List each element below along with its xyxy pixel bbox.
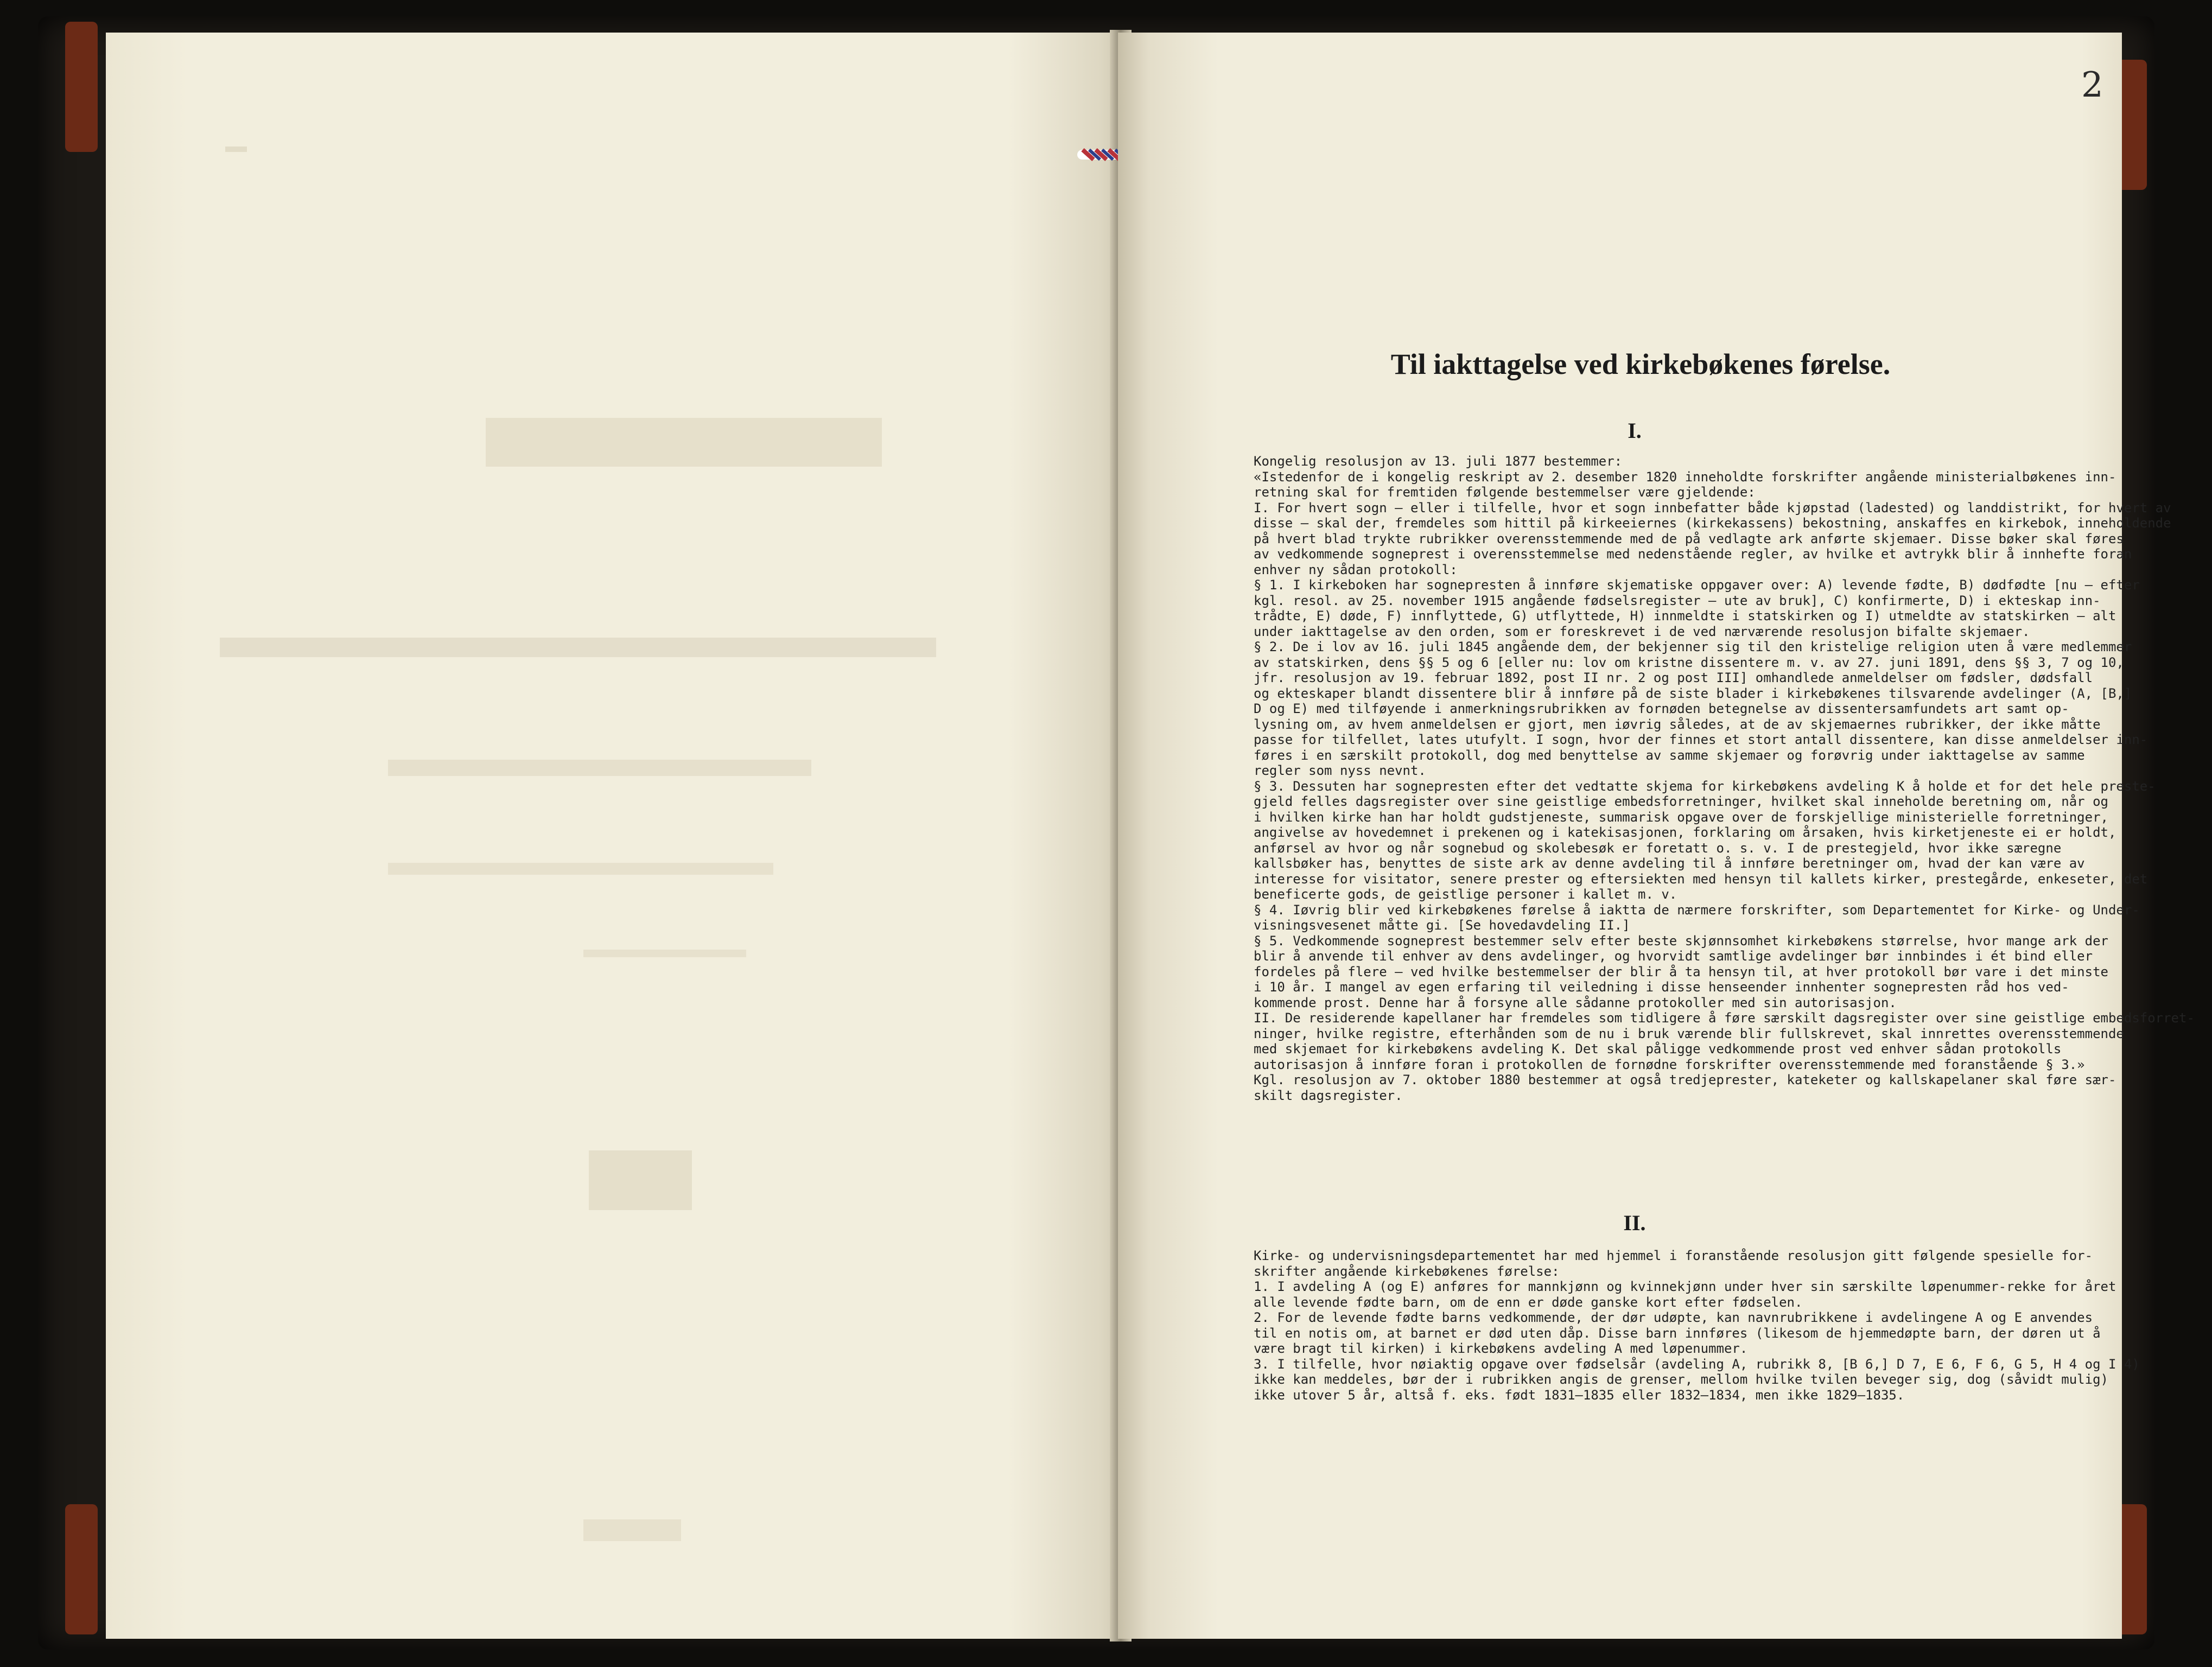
text-line: ikke utover 5 år, altså f. eks. født 1831—1835 eller 1832—1834, men ikke 1829—1835.	[1254, 1387, 1905, 1403]
text-line: § 5. Vedkommende sogneprest bestemmer selv efter beste skjønnsomhet kirkebøkens størrelse, hvor mange ark der	[1254, 933, 2108, 949]
text-line: Kirke- og undervisningsdepartementet har med hjemmel i foranstående resolusjon gitt følgende spesielle for-	[1254, 1248, 2093, 1263]
text-line: § 4. Iøvrig blir ved kirkebøkenes førelse å iaktta de nærmere forskrifter, som Departementet for Kirke- og Under-	[1254, 902, 2140, 918]
text-line: disse — skal der, fremdeles som hittil på kirkeeiernes (kirkekassens) bekostning, anskaffes en kirkebok, inneholdende	[1254, 516, 2171, 531]
text-line: i 10 år. I mangel av egen erfaring til veiledning i disse henseender innhenter sognepresten råd hos ved-	[1254, 979, 2069, 995]
show-through-line	[388, 760, 811, 776]
section-1-text	[1254, 454, 2195, 1103]
text-line: under iakttagelse av den orden, som er foreskrevet i de ved nærværende resolusjon bifalte skjemaer.	[1254, 623, 2030, 639]
text-line: 2. For de levende fødte barns vedkommende, der dør udøpte, kan navnrubrikkene i avdelingene A og E anvendes	[1254, 1310, 2093, 1325]
show-through-line	[583, 950, 746, 957]
text-line: av vedkommende sogneprest i overensstemmelse med nedenstående regler, av hvilke et avtrykk blir å innhefte foran	[1254, 546, 2132, 562]
text-line: enhver ny sådan protokoll:	[1254, 562, 1458, 577]
text-line: føres i en særskilt protokoll, dog med benyttelse av samme skjemaer og forøvrig under iakttagelse av samme	[1254, 747, 2085, 763]
text-line: lysning om, av hvem anmeldelsen er gjort, men iøvrig således, at de av skjemaernes rubrikker, der ikke måtte	[1254, 716, 2101, 732]
section-numeral-1: I.	[1628, 418, 1642, 443]
text-line: fordeles på flere — ved hvilke bestemmelser der blir å ta hensyn til, at hver protokoll bør vare i det minste	[1254, 964, 2108, 979]
text-line: være bragt til kirken) i kirkebøkens avdeling A med løpenummer.	[1254, 1341, 1748, 1356]
section-numeral-2: II.	[1623, 1211, 1646, 1235]
text-line: kommende prost. Denne har å forsyne alle sådanne protokoller med sin autorisasjon.	[1254, 995, 1897, 1010]
show-through-title	[486, 418, 882, 467]
text-line: Kongelig resolusjon av 13. juli 1877 bestemmer:	[1254, 454, 1623, 469]
text-line: retning skal for fremtiden følgende bestemmelser være gjeldende:	[1254, 485, 1756, 500]
text-line: skilt dagsregister.	[1254, 1087, 1403, 1103]
show-through-line	[583, 1519, 681, 1541]
text-line: blir å anvende til enhver av dens avdelinger, og hvorvidt samtlige avdelinger bør innbindes i ét bind eller	[1254, 949, 2093, 964]
text-line: alle levende fødte barn, om de enn er døde ganske kort efter fødselen.	[1254, 1294, 1803, 1310]
text-line: ikke kan meddeles, bør der i rubrikken angis de grenser, mellom hvilke tvilen beveger sig, dog (såvidt mulig)	[1254, 1372, 2108, 1387]
text-line: § 2. De i lov av 16. juli 1845 angående dem, der bekjenner sig til den kristelige religion uten å være medlemmer	[1254, 639, 2132, 654]
text-line: § 3. Dessuten har sognepresten efter det vedtatte skjema for kirkebøkens avdeling K å holde et for det hele preste-	[1254, 778, 2156, 794]
text-line: gjeld felles dagsregister over sine geistlige embedsforretninger, hvilket skal inneholde beretning om, når og	[1254, 794, 2108, 809]
text-line: interesse for visitator, senere prester og eftersiekten med hensyn til kallets kirker, prestegårde, enkeseter, det	[1254, 871, 2148, 887]
text-line: passe for tilfellet, lates utufylt. I sogn, hvor der finnes et stort antall dissentere, kan disse anmeldelser inn-	[1254, 732, 2148, 747]
text-line: med skjemaet for kirkebøkens avdeling K. Det skal påligge vedkommende prost ved enhver sådan protokolls	[1254, 1041, 2062, 1057]
page-number: 2	[2081, 65, 2103, 105]
text-line: «Istedenfor de i kongelig reskript av 2. desember 1820 inneholdte forskrifter angående ministerialbøkenes inn-	[1254, 469, 2116, 485]
text-line: § 1. I kirkeboken har sognepresten å innføre skjematiske oppgaver over: A) levende fødte, B) dødfødte [nu — efter	[1254, 577, 2140, 593]
page-title: Til iakttagelse ved kirkebøkenes førelse.	[1390, 348, 1891, 380]
text-line: regler som nyss nevnt.	[1254, 763, 1426, 778]
text-line: Kgl. resolusjon av 7. oktober 1880 bestemmer at også tredjeprester, kateketer og kallskapelaner skal føre sær-	[1254, 1072, 2116, 1087]
text-line: trådte, E) døde, F) innflyttede, G) utflyttede, H) innmeldte i statskirken og I) utmeldte av statskirken — alt	[1254, 608, 2116, 623]
text-line: til en notis om, at barnet er død uten dåp. Disse barn innføres (likesom de hjemmedøpte barn, der døren ut å	[1254, 1325, 2101, 1341]
text-line: ninger, hvilke registre, efterhånden som de nu i bruk værende blir fullskrevet, skal innrettes overensstemmende	[1254, 1026, 2124, 1041]
show-through-line	[388, 863, 773, 875]
show-through-line	[220, 638, 936, 657]
text-line: visningsvesenet måtte gi. [Se hovedavdeling II.]	[1254, 918, 1630, 933]
text-line: anførsel av hvor og når sognebud og skolebesøk er foretatt o. s. v. I de prestegjeld, hvor ikke særegne	[1254, 840, 2062, 856]
text-line: I. For hvert sogn — eller i tilfelle, hvor et sogn innbefatter både kjøpstad (ladested) og landdistrikt, for hvert av	[1254, 500, 2171, 516]
text-line: beneficerte gods, de geistlige personer i kallet m. v.	[1254, 887, 1677, 902]
text-line: på hvert blad trykte rubrikker overensstemmende med de på vedlagte ark anførte skjemaer. Disse bøker skal føres	[1254, 531, 2124, 546]
left-page	[106, 33, 1132, 1639]
text-line: i hvilken kirke han har holdt gudstjeneste, summarisk opgave over de forskjellige ministerielle forretninger,	[1254, 809, 2108, 825]
cover-corner-bottom-left	[65, 1504, 98, 1634]
text-line: jfr. resolusjon av 19. februar 1892, post II nr. 2 og post III] omhandlede anmeldelser om fødsler, dødsfall	[1254, 670, 2093, 685]
show-through-mark	[225, 147, 247, 152]
text-line: 3. I tilfelle, hvor nøiaktig opgave over fødselsår (avdeling A, rubrikk 8, [B 6,] D 7, E 6, F 6, G 5, H 4 og I 4)	[1254, 1356, 2140, 1372]
text-line: autorisasjon å innføre foran i protokollen de fornødne forskrifter overensstemmende med foranstående § 3.»	[1254, 1057, 2085, 1072]
text-line: og ekteskaper blandt dissentere blir å innføre på de siste blader i kirkebøkenes tilsvarende avdelinger (A, [B,]	[1254, 685, 2132, 701]
text-line: 1. I avdeling A (og E) anføres for mannkjønn og kvinnekjønn under hver sin særskilte løpenummer-rekke for året	[1254, 1279, 2116, 1294]
text-line: II. De residerende kapellaner har fremdeles som tidligere å føre særskilt dagsregister over sine geistlige embedsforret-	[1254, 1010, 2195, 1026]
text-line: angivelse av hovedemnet i prekenen og i katekisasjonen, forklaring om årsaken, hvis kirketjeneste ei er holdt,	[1254, 825, 2116, 840]
text-line: kallsbøker has, benyttes de siste ark av denne avdeling til å innføre beretninger om, hvad der kan være av	[1254, 856, 2085, 871]
text-line: D og E) med tilføyende i anmerkningsrubrikken av fornøden betegnelse av dissentersamfundets art samt op-	[1254, 701, 2069, 716]
show-through-emblem	[589, 1150, 692, 1210]
text-line: skrifter angående kirkebøkenes førelse:	[1254, 1263, 1560, 1279]
cover-corner-top-left	[65, 22, 98, 152]
text-line: av statskirken, dens §§ 5 og 6 [eller nu: lov om kristne dissentere m. v. av 27. juni 1891, dens §§ 3, 7 og 10,	[1254, 654, 2124, 670]
section-2-text	[1254, 1248, 2140, 1403]
text-line: kgl. resol. av 25. november 1915 angående fødselsregister — ute av bruk], C) konfirmerte, D) i ekteskap inn-	[1254, 593, 2101, 608]
